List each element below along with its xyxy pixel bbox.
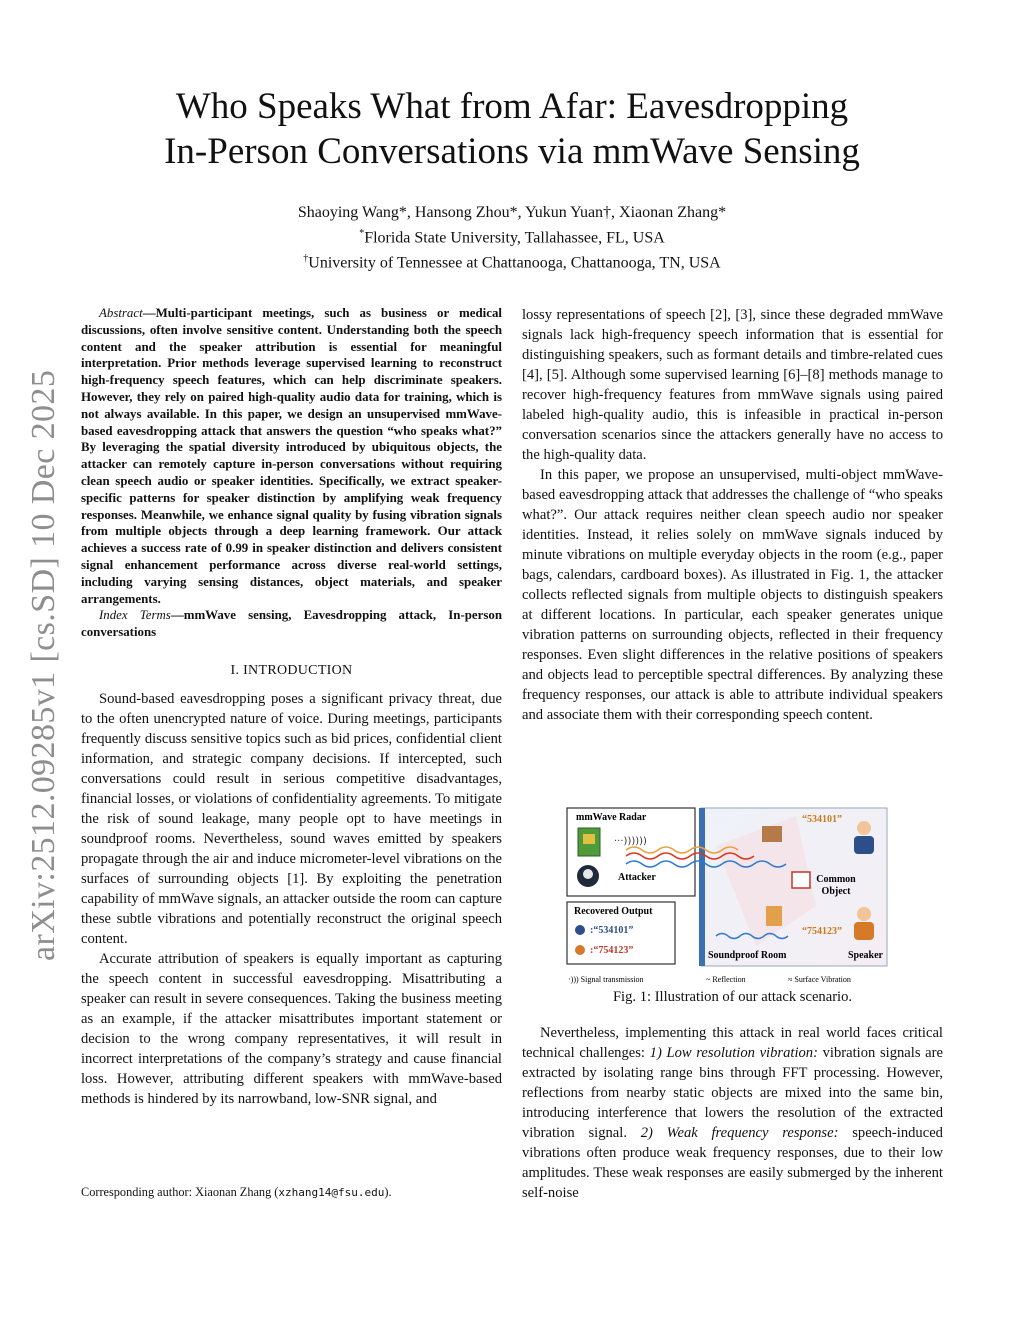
affiliation-mark-1: * — [359, 228, 365, 239]
index-terms-label: Index Terms — [99, 608, 171, 623]
speaker-1-body-icon — [854, 836, 874, 854]
calendar-object-icon — [792, 872, 810, 888]
speaker-2-bubble: “754123” — [802, 926, 842, 937]
footnote — [81, 1185, 502, 1200]
arxiv-identifier: arXiv:2512.09285v1 [cs.SD] 10 Dec 2025 — [25, 369, 62, 961]
common-object-label-2: Object — [821, 886, 851, 897]
attacker-face-icon — [583, 869, 593, 879]
legend-reflection: ~ Reflection — [706, 975, 746, 984]
affiliation-1-text: Florida State University, Tallahassee, FL, USA — [364, 229, 665, 247]
right-column — [522, 305, 943, 725]
challenges-text-1: Nevertheless, implementing this attack in real world faces critical technical challenges: — [522, 1025, 943, 1061]
title-line-1: Who Speaks What from Afar: Eavesdropping — [175, 86, 849, 127]
legend-vibration: ≈ Surface Vibration — [788, 975, 851, 984]
speaker-label: Speaker — [848, 950, 883, 961]
paper-bag-object-icon — [766, 906, 782, 926]
right-paragraph-1: lossy representations of speech [2], [3], since these degraded mmWave signals lack high-frequency speech information that is essential for distinguishing speakers, such as formant details and timbre-related cues [4], [5]. Although some supervised learning [6]–[8] methods manage to recover high-frequency features from mmWave signals using paired labeled high-quality audio, this is infeasible in practical in-person conversation scenarios since the attackers generally have no access to the high-quality data. — [522, 307, 943, 463]
output-speaker-1-icon — [575, 925, 585, 935]
abstract-text: —Multi-participant meetings, such as business or medical discussions, often involve sensitive content. Understanding both the speech content and the speaker attribution is essential for meaningful interpretation. Prior methods leverage supervised learning to reconstruct high-frequency speech features, which can help discriminate speakers. However, they rely on paired high-quality audio data for training, which is not always available. In this paper, we design an unsupervised mmWave-based eavesdropping attack that answers the question “who speaks what?” By leveraging the spatial diversity introduced by ubiquitous objects, the attacker can remotely capture in-person conversations without requiring clean speech audio or speaker identities. Specifically, we extract speaker-specific patterns for speaker distinction by amplifying weak frequency responses. Meanwhile, we enhance signal quality by fusing vibration signals from multiple objects through a deep learning framework. Our attack achieves a success rate of 0.99 in speaker distinction and delivers consistent signal enhancement performance across diverse real-world settings, including varying sensing distances, object materials, and speaker arrangements. — [81, 306, 502, 606]
intro-paragraph-2: Accurate attribution of speakers is equally important as capturing the speech content in successful eavesdropping. Misattributing a speaker can result in severe consequences. Taking the business meeting as an example, if the attacker misattributes important statement or decision to the wrong company representatives, it will result in incorrect interpretations of the company’s strategy and cause financial loss. However, attributing different speakers with mmWave-based methods is hindered by its narrowband, low-SNR signal, and — [81, 950, 502, 1107]
attacker-label: Attacker — [618, 872, 656, 883]
radar-chip-icon — [583, 834, 595, 844]
title-line-2: In-Person Conversations via mmWave Sensing — [164, 131, 860, 172]
figure-attack-scenario — [566, 806, 890, 986]
figure-caption: Fig. 1: Illustration of our attack scenario. — [612, 989, 853, 1005]
affiliation-2-text: University of Tennessee at Chattanooga, Chattanooga, TN, USA — [308, 254, 721, 272]
intro-paragraph-1: Sound-based eavesdropping poses a significant privacy threat, due to the often unencrypted nature of voice. During meetings, participants frequently discuss sensitive topics such as bid prices, confidential client information, and strategic company decisions. If intercepted, such conversations could result in serious competitive disadvantages, financial losses, or violations of confidentiality agreements. To mitigate the risk of sound leakage, many people opt to have meetings in soundproof rooms. Nevertheless, sound waves emitted by speakers propagate through the air and induce micrometer-level vibrations on the surfaces of surrounding objects [1]. By exploiting the penetration capability of mmWave signals, an attacker outside the room can capture these subtle vibrations and potentially reconstruct the original speech content. — [81, 690, 502, 947]
footnote-email[interactable]: xzhang14@fsu.edu — [278, 1186, 385, 1199]
output-1-text: :“534101” — [590, 925, 634, 936]
footnote-close: ). — [384, 1185, 392, 1199]
paper-title — [80, 84, 944, 174]
abstract-paragraph — [81, 305, 502, 607]
output-2-text: :“754123” — [590, 945, 634, 956]
speaker-2-body-icon — [854, 922, 874, 940]
abstract — [81, 305, 502, 641]
soundproof-room-label: Soundproof Room — [708, 950, 787, 961]
challenges-text-3: speech-induced vibrations often produce weak frequency responses, due to their low amplitudes. These weak responses are easily submerged by the inherent self-noise — [522, 1125, 943, 1201]
signal-transmission-icon: ···)))))) — [614, 836, 647, 847]
challenges-text-2: vibration signals are extracted by isolating range bins through FFT processing. However, reflections from nearby static objects are mixed into the same bin, introducing interference that lowers the resolution of the extracted vibration signal. — [522, 1045, 943, 1141]
output-speaker-2-icon — [575, 945, 585, 955]
footnote-text: Corresponding author: Xiaonan Zhang ( — [81, 1185, 279, 1199]
legend-transmission: ·))) Signal transmission — [568, 975, 644, 984]
affiliation-mark-2: † — [303, 253, 309, 265]
right-column-lower — [522, 1023, 943, 1203]
radar-label: mmWave Radar — [576, 812, 647, 823]
challenges-paragraph — [522, 1023, 943, 1203]
index-terms-text: —mmWave sensing, Eavesdropping attack, In-person conversations — [81, 608, 502, 640]
affiliation-1 — [80, 223, 944, 248]
recovered-output-label: Recovered Output — [574, 906, 653, 917]
affiliation-2 — [80, 248, 944, 273]
left-column — [81, 305, 502, 1109]
room-wall — [699, 808, 705, 966]
index-terms — [81, 607, 502, 641]
challenge-1-label: 1) Low resolution vibration: — [649, 1045, 818, 1061]
section-heading-introduction: I. INTRODUCTION — [230, 662, 353, 678]
challenge-2-label: 2) Weak frequency response: — [640, 1125, 839, 1141]
box-object-icon — [762, 826, 782, 842]
author-names: Shaoying Wang*, Hansong Zhou*, Yukun Yuan†, Xiaonan Zhang* — [297, 204, 727, 221]
common-object-label-1: Common — [816, 874, 856, 885]
speaker-1-head-icon — [857, 821, 871, 835]
author-block — [80, 202, 944, 274]
speaker-2-head-icon — [857, 907, 871, 921]
abstract-label: Abstract — [99, 306, 143, 320]
right-paragraph-2: In this paper, we propose an unsupervised, multi-object mmWave-based eavesdropping attack that addresses the challenge of “who speaks what?”. Our attack requires neither clean speech audio nor speaker identities. Instead, it relies solely on mmWave signals induced by minute vibrations on multiple everyday objects in the room (e.g., paper bags, calendars, cardboard boxes). As illustrated in Fig. 1, the attacker collects reflected signals from multiple objects to distinguish speakers at different locations. In particular, each speaker generates unique vibration patterns on surrounding objects, reflected in their frequency responses. Even slight differences in the relative positions of speakers and objects lead to perceptible spectral differences. By analyzing these frequency responses, our attack is able to attribute individual speakers and associate them with their corresponding speech content. — [522, 467, 943, 723]
speaker-1-bubble: “534101” — [802, 814, 842, 825]
